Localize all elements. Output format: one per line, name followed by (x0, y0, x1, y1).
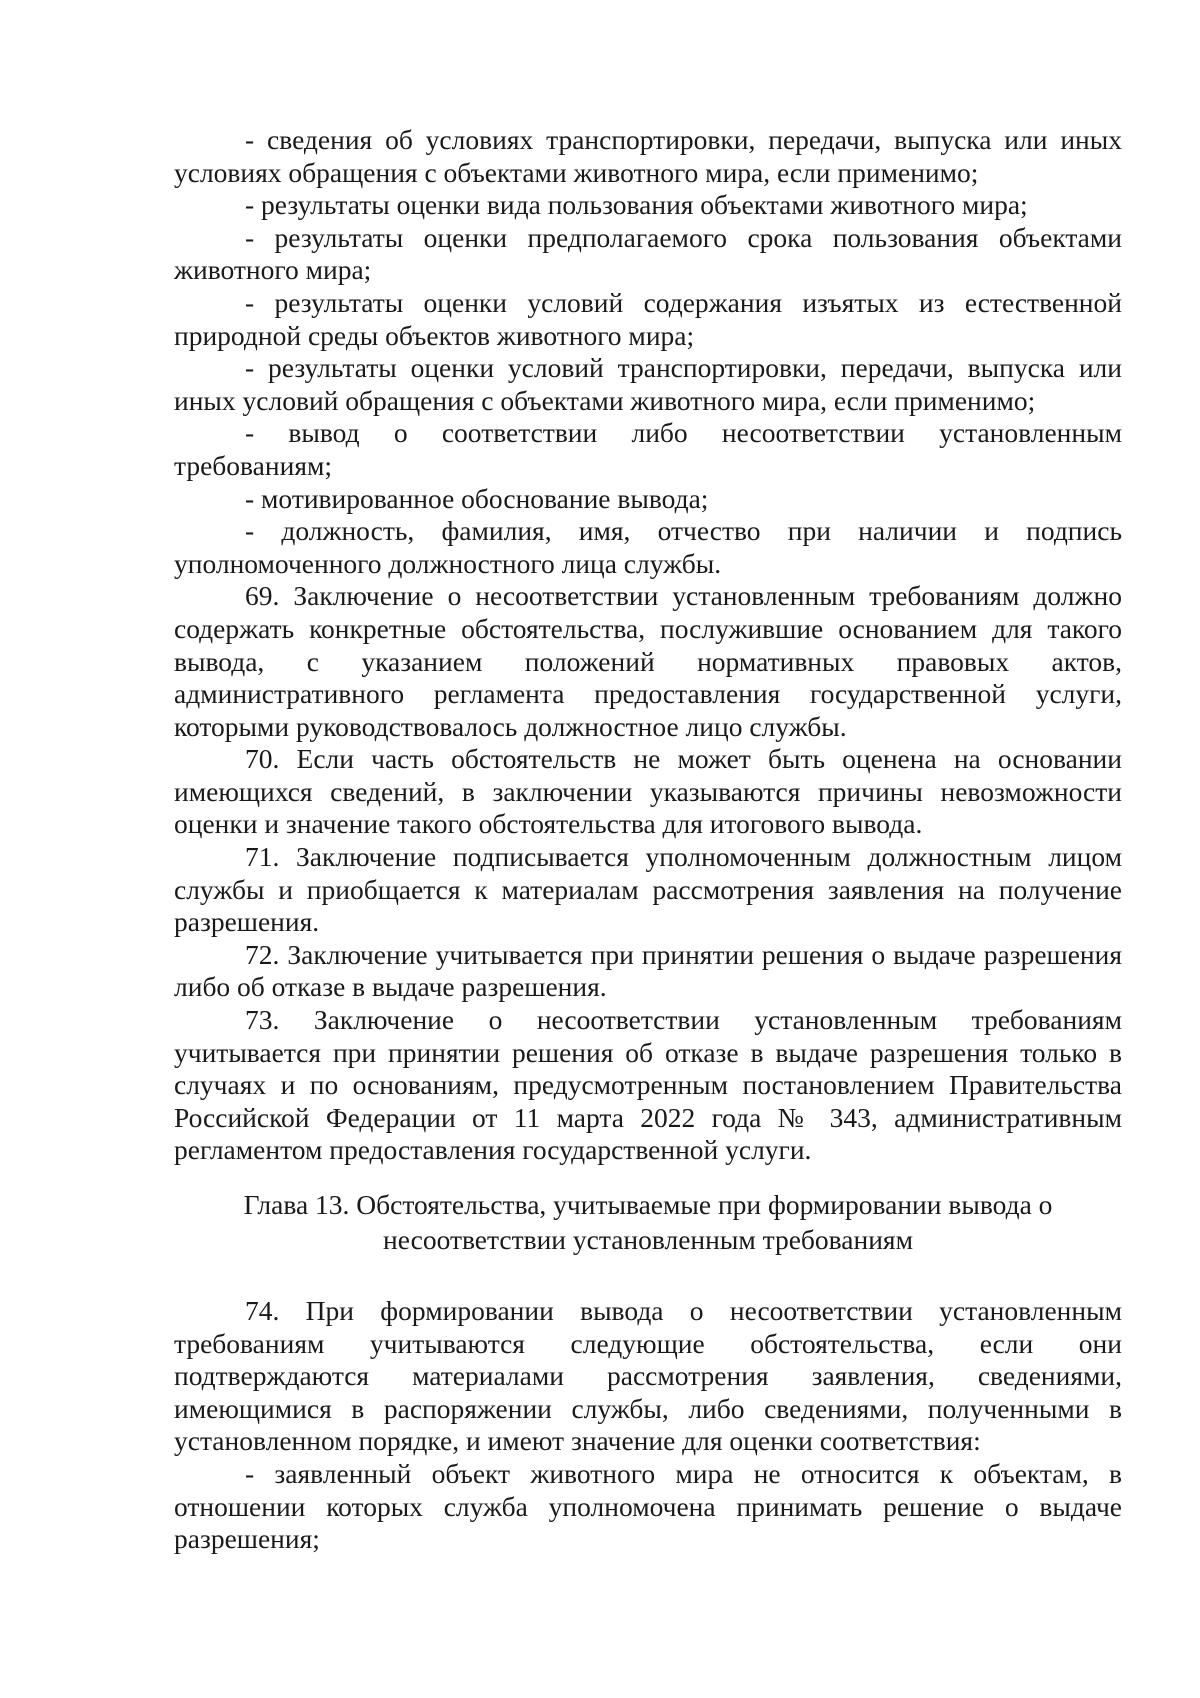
paragraph-reasoning: - мотивированное обоснование вывода; (245, 482, 709, 514)
paragraph-item-73: 73. Заключение о несоответствии установленным требованиям учитывается при принятии решения об отказе в выдаче разрешения только в случаях и по основаниям, предусмотренным постановлением Правительства Российской Федерации от 11 марта 2022 года № 343, административным регламентом предоставления государственной услуги. (174, 1004, 1122, 1166)
paragraph-item-71: 71. Заключение подписывается уполномоченным должностным лицом службы и приобщается к материалам рассмотрения заявления на получение разрешения. (174, 841, 1122, 938)
paragraph-transport-conditions-result: - результаты оценки условий транспортировки, передачи, выпуска или иных условий обращения с объектами животного мира, если применимо; (174, 352, 1122, 416)
paragraph-item-74: 74. При формировании вывода о несоответствии установленным требованиям учитываются следующие обстоятельства, если они подтверждаются материалами рассмотрения заявления, сведениями, имеющимися в распоряжении службы, либо сведениями, полученными в установленном порядке, и имеют значение для оценки соответствия: (174, 1295, 1122, 1457)
paragraph-usage-type-result: - результаты оценки вида пользования объектами животного мира; (245, 189, 1028, 221)
document-body-top (174, 124, 1122, 1167)
paragraph-not-authorized-object: - заявленный объект животного мира не относится к объектам, в отношении которых служба уполномочена принимать решение о выдаче разрешения; (174, 1457, 1122, 1555)
paragraph-keeping-conditions-result: - результаты оценки условий содержания изъятых из естественной природной среды объектов животного мира; (174, 286, 1122, 351)
paragraph-usage-term-result: - результаты оценки предполагаемого срока пользования объектами животного мира; (174, 221, 1122, 286)
paragraph-official-signature: - должность, фамилия, имя, отчество при наличии и подпись уполномоченного должностного лица службы. (174, 515, 1122, 579)
paragraph-item-70: 70. Если часть обстоятельств не может быть оценена на основании имеющихся сведений, в заключении указываются причины невозможности оценки и значение такого обстоятельства для итогового вывода. (174, 743, 1122, 840)
document-body-bottom (174, 1295, 1122, 1556)
chapter-heading: Глава 13. Обстоятельства, учитываемые при формировании вывода о несоответствии установленным требованиям (243, 1189, 1053, 1255)
paragraph-item-69: 69. Заключение о несоответствии установленным требованиям должно содержать конкретные обстоятельства, послужившие основанием для такого вывода, с указанием положений нормативных правовых актов, административного регламента предоставления государственной услуги, которыми руководствовалось должностное лицо службы. (174, 580, 1122, 742)
paragraph-item-72: 72. Заключение учитывается при принятии решения о выдаче разрешения либо об отказе в выдаче разрешения. (174, 938, 1122, 1003)
chapter-heading-block (174, 1187, 1122, 1257)
paragraph-transport-info: - сведения об условиях транспортировки, передачи, выпуска или иных условиях обращения с объектами животного мира, если применимо; (174, 124, 1122, 188)
paragraph-conformity-conclusion: - вывод о соответствии либо несоответствии установленным требованиям; (174, 417, 1122, 481)
